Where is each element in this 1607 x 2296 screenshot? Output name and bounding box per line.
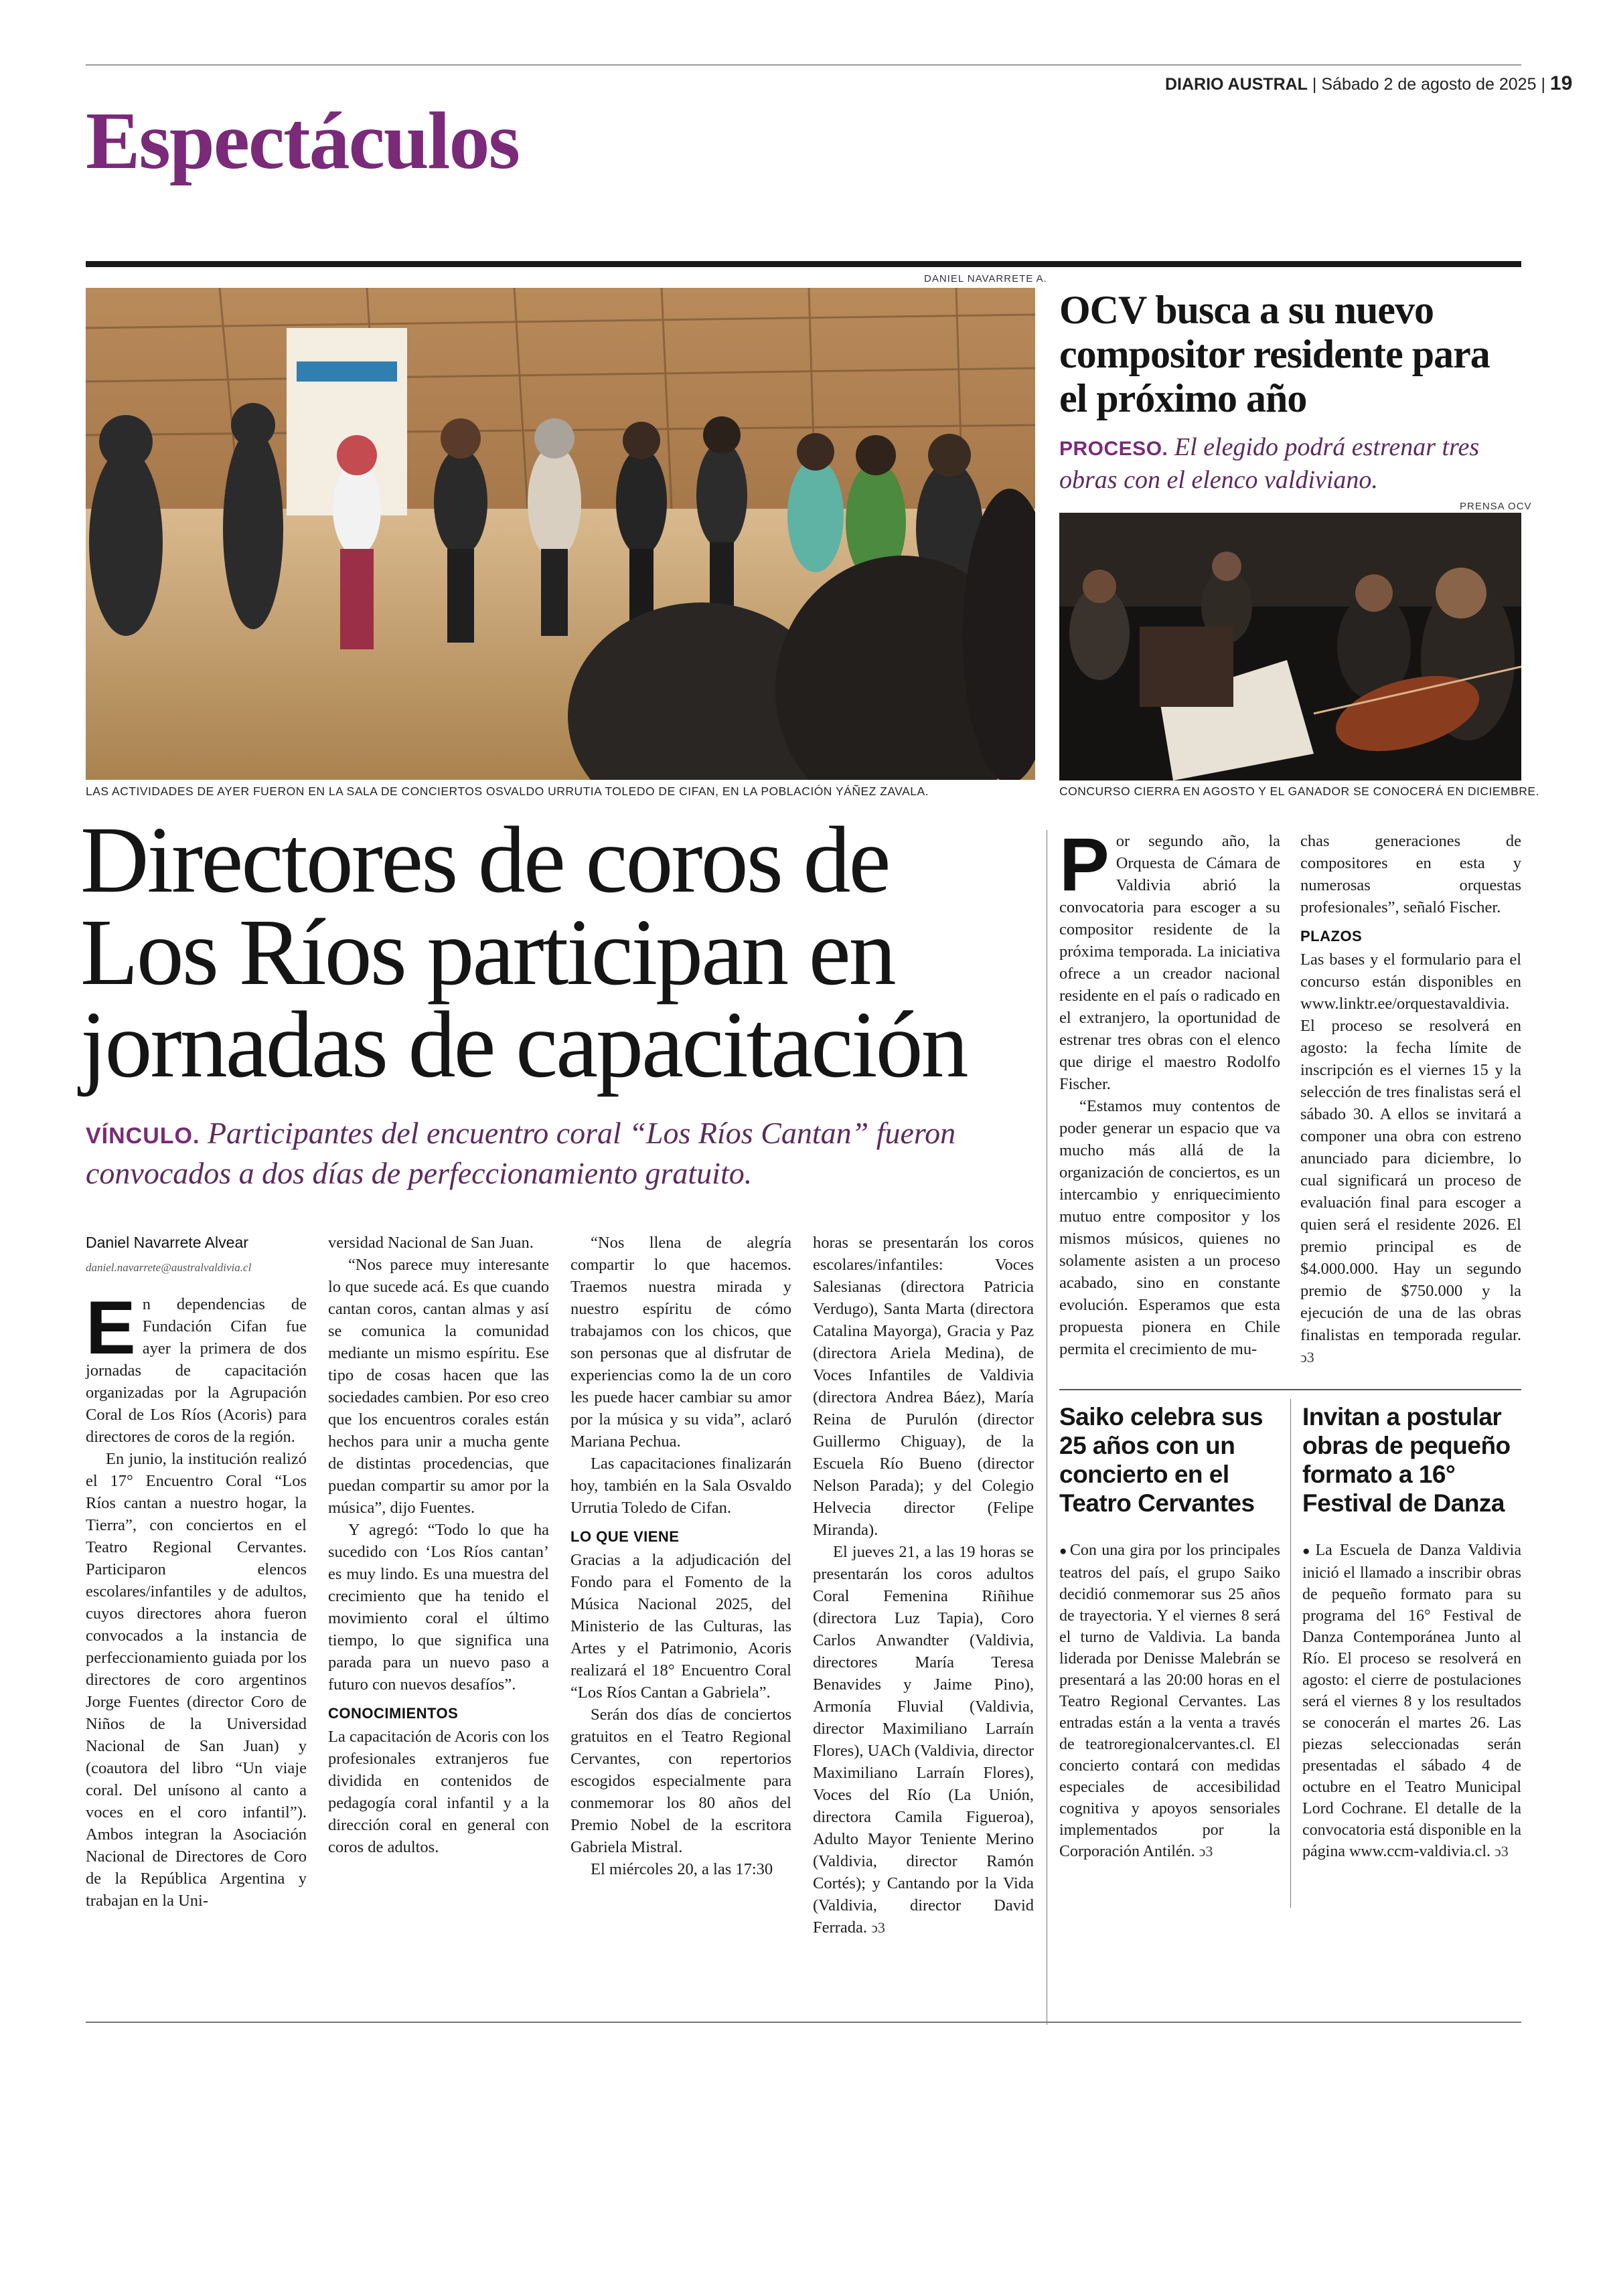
main-col-4 — [813, 1232, 1034, 1939]
paragraph: En junio, la institución realizó el 17° Encuentro Coral “Los Ríos cantan a nuestro hogar, la Tierra”, con conciertos en el Teatro Regional Cervantes. Participaron elencos escolares/infantiles y de adultos, cuyos directores ahora fueron convocados a la instancia de perfeccionamiento guiada por los directores de coro argentinos Jorge Fuentes (director Coro de Niños de la Universidad Nacional de San Juan) y (coautora del libro “Un viaje coral. Del unísono al canto a voces en el coro infantil”). Ambos integran la Asociación Nacional de Directores de Coro de la República Argentina y trabajan en la Uni- — [86, 1450, 307, 1910]
paragraph: Las bases y el formulario para el concurso están disponibles en www.linktr.ee/orquestavaldivia. El proceso se resolverá en agosto: la fecha límite de inscripción es el viernes 15 y la selección de tres finalistas será el sábado 30. A ellos se invitará a componer una obra con estreno anunciado para diciembre, lo cual significará un proceso de evaluación final para escoger a quien será el residente 2026. El premio principal es de $4.000.000. Hay un segundo premio de $750.000 y la ejecución de una de las obras finalistas en temporada regular. ↄ3 — [1300, 951, 1521, 1366]
end-mark: ↄ3 — [1495, 1843, 1509, 1860]
ocv-col-2 — [1300, 830, 1521, 1368]
bottom-rule — [86, 2022, 1521, 2023]
byline-email: daniel.navarrete@australvaldivia.cl — [86, 1261, 252, 1274]
ocv-lead-text: El elegido podrá estrenar tres obras con el elenco valdiviano. — [1059, 433, 1480, 494]
paragraph: El jueves 21, a las 19 horas se presentarán los coros adultos Coral Femenina Riñihue (directora Luz Tapia), Coro Carlos Anwandter (Valdivia, directores María Teresa Benavides y Jaime Pino), Armonía Fluvial (Valdivia, director Maximiliano Larraín Flores), UACh (Valdivia, director Maximiliano Larraín Flores), Voces del Río (La Unión, directora Camila Figueroa), Adulto Mayor Teniente Merino (Valdivia, director Ramón Cortés); y Cantando por la Vida (Valdivia, director David Ferrada. ↄ3 — [813, 1543, 1034, 1937]
main-photo-credit: DANIEL NAVARRETE A. — [924, 273, 1047, 284]
end-mark: ↄ3 — [1199, 1843, 1213, 1860]
paragraph: or segundo año, la Orquesta de Cámara de Valdivia abrió la convocatoria para escoger a su compositor residente de la próxima temporada. La iniciativa ofrece a un creador nacional residente en el país o radicado en el extranjero, la oportunidad de estrenar tres obras con el elenco que dirige el maestro Rodolfo Fischer. — [1059, 832, 1280, 1093]
paragraph: Serán dos días de conciertos gratuitos en el Teatro Regional Cervantes, con repertorios escogidos especialmente para conmemorar los 80 años del Premio Nobel de la escritora Gabriela Mistral. — [570, 1706, 791, 1856]
choir-rehearsal-image — [86, 288, 1035, 780]
subhead: CONOCIMIENTOS — [328, 1705, 459, 1722]
bullet-icon — [1059, 1542, 1070, 1559]
section-rule — [86, 261, 1521, 267]
paper-name: DIARIO AUSTRAL — [1165, 75, 1308, 94]
main-kicker: VÍNCULO. — [86, 1123, 200, 1149]
ocv-photo — [1059, 513, 1521, 781]
paragraph: “Nos llena de alegría compartir lo que hacemos. Traemos nuestra mirada y nuestro espíritu de cómo trabajamos con los chicos, que son personas que al disfrutar de experiencias como la de un coro les puede hacer cambiar su amor por la música y su vida”, aclaró Mariana Pechua. — [570, 1234, 791, 1451]
page-number: 19 — [1549, 72, 1573, 94]
paragraph: “Estamos muy contentos de poder generar un espacio que va mucho más allá de la organización de conciertos, es un intercambio y enriquecimiento mutuo entre compositor y los mismos músicos, quienes no solamente asisten a un proceso acabado, sino en constante evolución. Esperamos que esta propuesta pionera en Chile permita el crecimiento de mu- — [1059, 1097, 1280, 1358]
main-photo — [86, 288, 1035, 780]
main-lead — [86, 1115, 1037, 1192]
dropcap: E — [86, 1286, 136, 1370]
danza-headline: Invitan a postular obras de pequeño formato a 16° Festival de Danza — [1302, 1403, 1511, 1517]
section-title: Espectáculos — [86, 96, 519, 186]
paragraph: La capacitación de Acoris con los profesionales extranjeros fue dividida en contenidos de pedagogía coral infantil y a la dirección coral en general con coros de adultos. — [328, 1728, 549, 1856]
subhead: PLAZOS — [1300, 928, 1363, 945]
paragraph: chas generaciones de compositores en esta y numerosas orquestas profesionales”, señaló Fischer. — [1300, 832, 1521, 916]
brief-divider — [1290, 1399, 1291, 1908]
ocv-photo-caption: CONCURSO CIERRA EN AGOSTO Y EL GANADOR SE CONOCERÁ EN DICIEMBRE. — [1059, 785, 1539, 798]
end-mark: ↄ3 — [1300, 1349, 1314, 1366]
paragraph: horas se presentarán los coros escolares/infantiles: Voces Salesianas (directora Patricia Verdugo), Santa Marta (directora Catalina Mayorga), Gracia y Paz (directora Ariela Medina), de Voces Infantiles de Valdivia (directora Andrea Báez), María Reina de Purulón (director Guillermo Chiguay), de la Escuela Río Bueno (director Nelson Parada); y del Colegio Helvecia director (Felipe Miranda). — [813, 1234, 1034, 1539]
bullet-icon — [1302, 1542, 1316, 1559]
ocv-headline: OCV busca a su nuevo compositor residente para el próximo año — [1059, 288, 1490, 420]
paragraph: El miércoles 20, a las 17:30 — [591, 1860, 773, 1878]
main-lead-text: Participantes del encuentro coral “Los Ríos Cantan” fueron convocados a dos días de perfeccionamiento gratuito. — [86, 1116, 956, 1190]
ocv-kicker: PROCESO. — [1059, 438, 1168, 460]
saiko-body: ● Con una gira por los principales teatros del país, el grupo Saiko decidió conmemorar sus 25 años de trayectoria. Y el viernes 8 será el turno de Valdivia. La banda liderada por Denisse Malebrán se presentará a las 20:00 horas en el Teatro Regional Cervantes. Las entradas están a la venta a través de teatroregionalcervantes.cl. El concierto contará con medidas especiales de accesibilidad cognitiva y apoyos sensoriales implementados por la Corporación Antilén. ↄ3 — [1059, 1540, 1280, 1862]
issue-date: Sábado 2 de agosto de 2025 — [1321, 75, 1537, 94]
main-col-3 — [570, 1232, 791, 1880]
brief-rule — [1059, 1389, 1521, 1390]
paragraph: versidad Nacional de San Juan. — [328, 1234, 534, 1252]
paragraph: Las capacitaciones finalizarán hoy, también en la Sala Osvaldo Urrutia Toledo de Cifan. — [570, 1455, 791, 1517]
main-headline: Directores de coros de Los Ríos participan en jornadas de capacitación — [80, 807, 967, 1097]
subhead: LO QUE VIENE — [570, 1528, 680, 1545]
main-photo-caption: LAS ACTIVIDADES DE AYER FUERON EN LA SALA DE CONCIERTOS OSVALDO URRUTIA TOLEDO DE CIFAN, EN LA POBLACIÓN YÁÑEZ ZAVALA. — [86, 785, 929, 798]
main-col-2 — [328, 1232, 549, 1858]
paragraph: n dependencias de Fundación Cifan fue ayer la primera de dos jornadas de capacitación organizadas por la Agrupación Coral de Los Ríos (Acoris) para directores de coros de la región. — [86, 1295, 307, 1446]
top-rule — [86, 64, 1521, 66]
main-col-1 — [86, 1232, 307, 1912]
byline: Daniel Navarrete Alvear — [86, 1234, 248, 1251]
end-mark: ↄ3 — [871, 1919, 885, 1936]
ocv-col-1 — [1059, 823, 1280, 1360]
masthead-sep: | — [1312, 75, 1322, 94]
paragraph: Y agregó: “Todo lo que ha sucedido con ‘Los Ríos cantan’ es muy lindo. Es una muestra del crecimiento que ha tenido el movimiento coral el último tiempo, lo que significa una parada para un nuevo paso a futuro con nuevos desafíos”. — [328, 1521, 549, 1694]
ocv-lead — [1059, 432, 1515, 496]
saiko-headline: Saiko celebra sus 25 años con un concierto en el Teatro Cervantes — [1059, 1403, 1264, 1517]
paragraph: “Nos parece muy interesante lo que sucede acá. Es que cuando cantan coros, cantan almas y así se comunica la comunidad mediante un mismo espíritu. Ese tipo de cosas hacen que las sociedades cambien. Por eso creo que los encuentros corales están hechos para unir a mucha gente de distintas procedencias, que puedan compartir su amor por la música”, dijo Fuentes. — [328, 1256, 549, 1517]
paragraph: Gracias a la adjudicación del Fondo para el Fomento de la Música Nacional 2025, del Ministerio de las Culturas, las Artes y el Patrimonio, Acoris realizará el 18° Encuentro Coral “Los Ríos Cantan a Gabriela”. — [570, 1551, 791, 1702]
masthead-sep: | — [1541, 75, 1550, 94]
danza-body: ● La Escuela de Danza Valdivia inició el llamado a inscribir obras de pequeño formato para su programa del 16° Festival de Danza Contemporánea Junto al Río. El proceso se resolverá en agosto: el cierre de postulaciones será el viernes 8 y los resultados se conocerán el martes 26. Las piezas seleccionadas serán presentadas el sábado 4 de octubre en el Teatro Municipal Lord Cochrane. El detalle de la convocatoria está disponible en la página www.ccm-valdivia.cl. ↄ3 — [1302, 1540, 1521, 1862]
orchestra-image — [1059, 513, 1521, 781]
masthead — [1165, 72, 1573, 95]
dropcap: P — [1059, 823, 1109, 906]
ocv-photo-credit: PRENSA OCV — [1460, 501, 1532, 512]
